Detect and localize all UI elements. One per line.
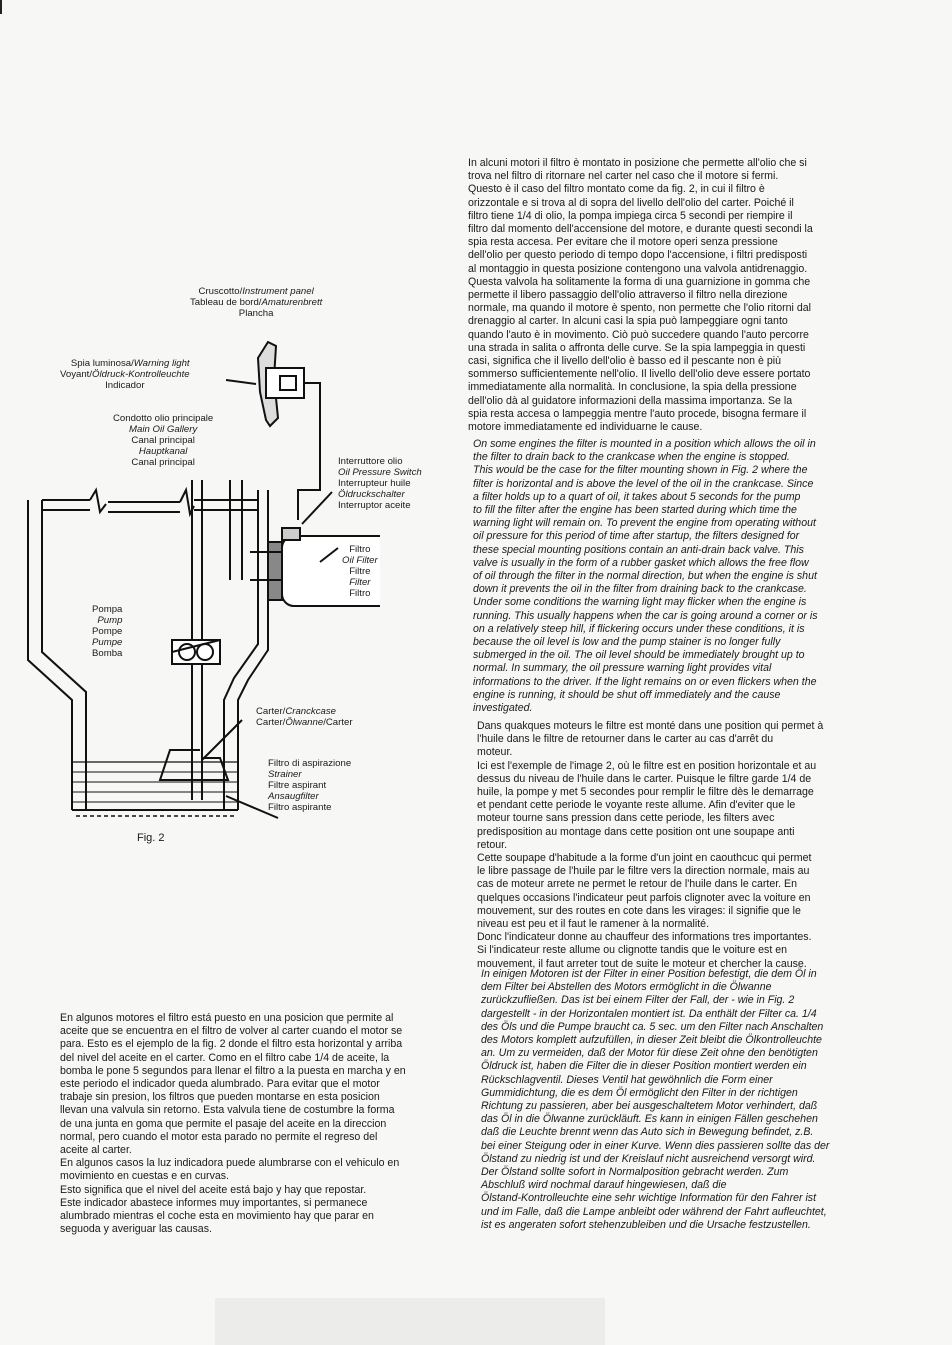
scan-edge-mark <box>0 0 2 14</box>
scan-smudge <box>215 1298 605 1345</box>
strainer-label: Filtro di aspirazione Strainer Filtre aspirant Ansaugfilter Filtro aspirante <box>268 758 352 813</box>
german-paragraph: In einigen Motoren ist der Filter in einer Position befestigt, die dem Öl in dem Filter bei Abstellen des Motors ermöglicht in die Ölwanne zurückzufließen. Das ist bei einem Filter der Fall, der - wie in Fig. 2 dargestellt - in der Horizontalen montiert ist. Da enthält der Filter ca. 1/4 des Öls und die Pumpe braucht ca. 5 sec. um den Filter nach Anschalten des Motors komplett aufzufüllen, in dieser Zeit bleibt die Ölkontrolleuchte an. Um zu vermeiden, daß der Motor für diese Zeit ohne den benötigten Öldruck ist, haben die Filter die in dieser Position montiert werden ein Rückschlagventil. Dieses Ventil hat gewöhnlich die Form einer Gummidichtung, die es dem Öl ermöglicht den Filter in der richtigen Richtung zu passieren, aber bei ausgeschaltetem Motor verhindert, daß das Öl in die Ölwanne zurückläuft. Es kann in einigen Fällen geschehen daß die Leuchte brennt wenn das Auto sich in Bewegung befindet, z.B. bei einer Steigung oder in einer Kurve. Wenn dies passieren sollte das der Ölstand zu niedrig ist und der Kreislauf nicht ausreichend versorgt wird. Der Ölstand sollte sofort in Normalposition gebracht werden. Zum Abschluß wird nochmal darauf hingewiesen, daß die Ölstand-Kontrolleuchte eine sehr wichtige Information für den Fahrer ist und im Falle, daß die Lampe anbleibt oder während der Fahrt aufleuchtet, ist es angeraten sofort stehenzubleiben und die Ursache festzustellen. <box>481 968 830 1231</box>
italian-paragraph: In alcuni motori il filtro è montato in posizione che permette all'olio che si trova nel filtro di ritornare nel carter nel caso che il motore si fermi. Questo è il caso del filtro montato come da fig. 2, in cui il filtro è orizzontale e si trova al di sopra del livello dell'olio del carter. Poiché il filtro tiene 1/4 di olio, la pompa impiega circa 5 secondi per riempire il filtro dal momento dell'accensione del motore, e durante questi secondi la spia resta accesa. Per evitare che il motore operi senza pressione dell'olio per questo periodo di tempo dopo l'accensione, i filtri predisposti al montaggio in questa posizione contengono una valvola antidrenaggio. Questa valvola ha solitamente la forma di una guarnizione in gomma che permette il libero passaggio dell'olio attraverso il filtro nella direzione normale, ma quando il motore è spento, non permette che l'olio ritorni dal drenaggio al carter. In alcuni casi la spia può lampeggiare ogni tanto quando l'auto è in movimento. Ciò può succedere quando l'auto percorre una strada in salita o affronta delle curve. Se la spia lampeggia in questi casi, significa che il livello dell'olio è basso ed il pescante non è più sommerso sufficientemente nell'olio. Il livello dell'olio deve essere portato immediatamente alla normalità. In conclusione, la spia della pressione dell'olio dà al guidatore informazioni della massima importanza. Se la spia resta accesa o lampeggia mentre l'auto procede, bisogna fermare il motore immediatamente ed individuarne le cause. <box>468 157 813 434</box>
oil-switch-label: Interruttore olio Oil Pressure Switch Interrupteur huile Öldruckschalter Interruptor aceite <box>338 456 422 511</box>
figure-caption: Fig. 2 <box>137 832 165 844</box>
french-paragraph: Dans quakques moteurs le filtre est monté dans une position qui permet à l'huile dans le filtre de retourner dans le carter au cas d'arrêt du moteur. Ici est l'exemple de l'image 2, où le filtre est en position horizontale et au dessus du niveau de l'huile dans le carter. Puisque le filtre garde 1/4 de huile, la pompe y met 5 secondes pour remplir le filtre dès le demarrage et pendant cette periode le voyante reste allume. Afin d'eviter que le moteur tourne sans pression dans cette periode, les filters avec predisposition au montage dans cette position ont une soupape anti retour. Cette soupape d'habitude a la forme d'un joint en caouthcuc qui permet le libre passage de l'huile par le filtre vers la direction normale, mais au cas de moteur arrete ne permet le retour de l'huile dans le carter. En quelques occasions l'indicateur peut parfois clignoter avec la voiture en mouvement, sur des routes en cote dans les virages: il signifie que le niveau est peu et il faut le ramener à la normalité. Donc l'indicateur donne au chauffeur des informations tres importantes. Si l'indicateur reste allume ou clignotte tandis que le voiture est en mouvement, il faut arreter tout de suite le moteur et chercher la cause. <box>477 720 824 970</box>
spanish-paragraph: En algunos motores el filtro está puesto en una posicion que permite al aceite que se encuentra en el filtro de volver al carter cuando el motor se para. Esto es el ejemplo de la fig. 2 donde el filtro esta horizontal y arriba del nivel del aceite en el carter. Como en el filtro cabe 1/4 de aceite, la bomba le pone 5 segundos para llenar el filtro a la puesta en marcha y en este periodo el indicador queda alumbrado. Para evitar que el motor trabaje sin presion, los filtros que pueden montarse en esta posicion llevan una valvula sin retorno. Esta valvula tiene de costumbre la forma de una junta en goma que permite el pasaje del aceite en la direccion normal, pero cuando el motor esta parado no permite el regreso del aceite al carter. En algunos casos la luz indicadora puede alumbrarse con el vehiculo en movimiento en cuestas e en curvas. Esto significa que el nivel del aceite está bajo y hay que repostar. Este indicador abastece informes muy importantes, si permanece alumbrado mientras el coche esta en movimiento hay que parar en seguoda y averiguar las causas. <box>60 1012 406 1236</box>
pump-label: Pompa Pump Pompe Pumpe Bomba <box>92 604 123 659</box>
dashboard-label: Cruscotto/Instrument panel Tableau de bord/Amaturenbrett Plancha <box>190 286 323 319</box>
crankcase-label: Carter/Cranckcase Carter/Ölwanne/Carter <box>256 706 353 728</box>
english-paragraph: On some engines the filter is mounted in a position which allows the oil in the filter to drain back to the crankcase when the engine is stopped. This would be the case for the filter mounting shown in Fig. 2 where the filter is horizontal and is above the level of the oil in the crankcase. Since a filter holds up to a quart of oil, it takes about 5 seconds for the pump to fill the filter after the engine has been started during which time the warning light will remain on. To prevent the engine from operating without oil pressure for this period of time after startup, the filters designed for these special mounting positions contain an anti-drain back valve. This valve is usually in the form of a rubber gasket which allows the free flow of oil through the filter in the normal direction, but when the engine is shut down it prevents the oil in the filter from draining back to the crankcase. Under some conditions the warning light may flicker when the engine is running. This usually happens when the car is going around a corner or is on a relatively steep hill, if flickering occurs under these conditions, it is because the oil level is low and the pump stainer is no longer fully submerged in the oil. The oil level should be immediately brought up to normal. In summary, the oil pressure warning light provides vital informations to the driver. If the light remains on or even flickers when the engine is running, it should be shut off immediately and the cause investigated. <box>473 438 818 715</box>
warning-light-label: Spia luminosa/Warning light Voyant/Öldruck-Kontrolleuchte Indicador <box>60 358 190 391</box>
main-gallery-label: Condotto olio principale Main Oil Gallery Canal principal Hauptkanal Canal principal <box>113 413 214 468</box>
oil-system-diagram <box>20 280 422 850</box>
oil-filter-label: Filtro Oil Filter Filtre Filter Filtro <box>342 544 378 599</box>
